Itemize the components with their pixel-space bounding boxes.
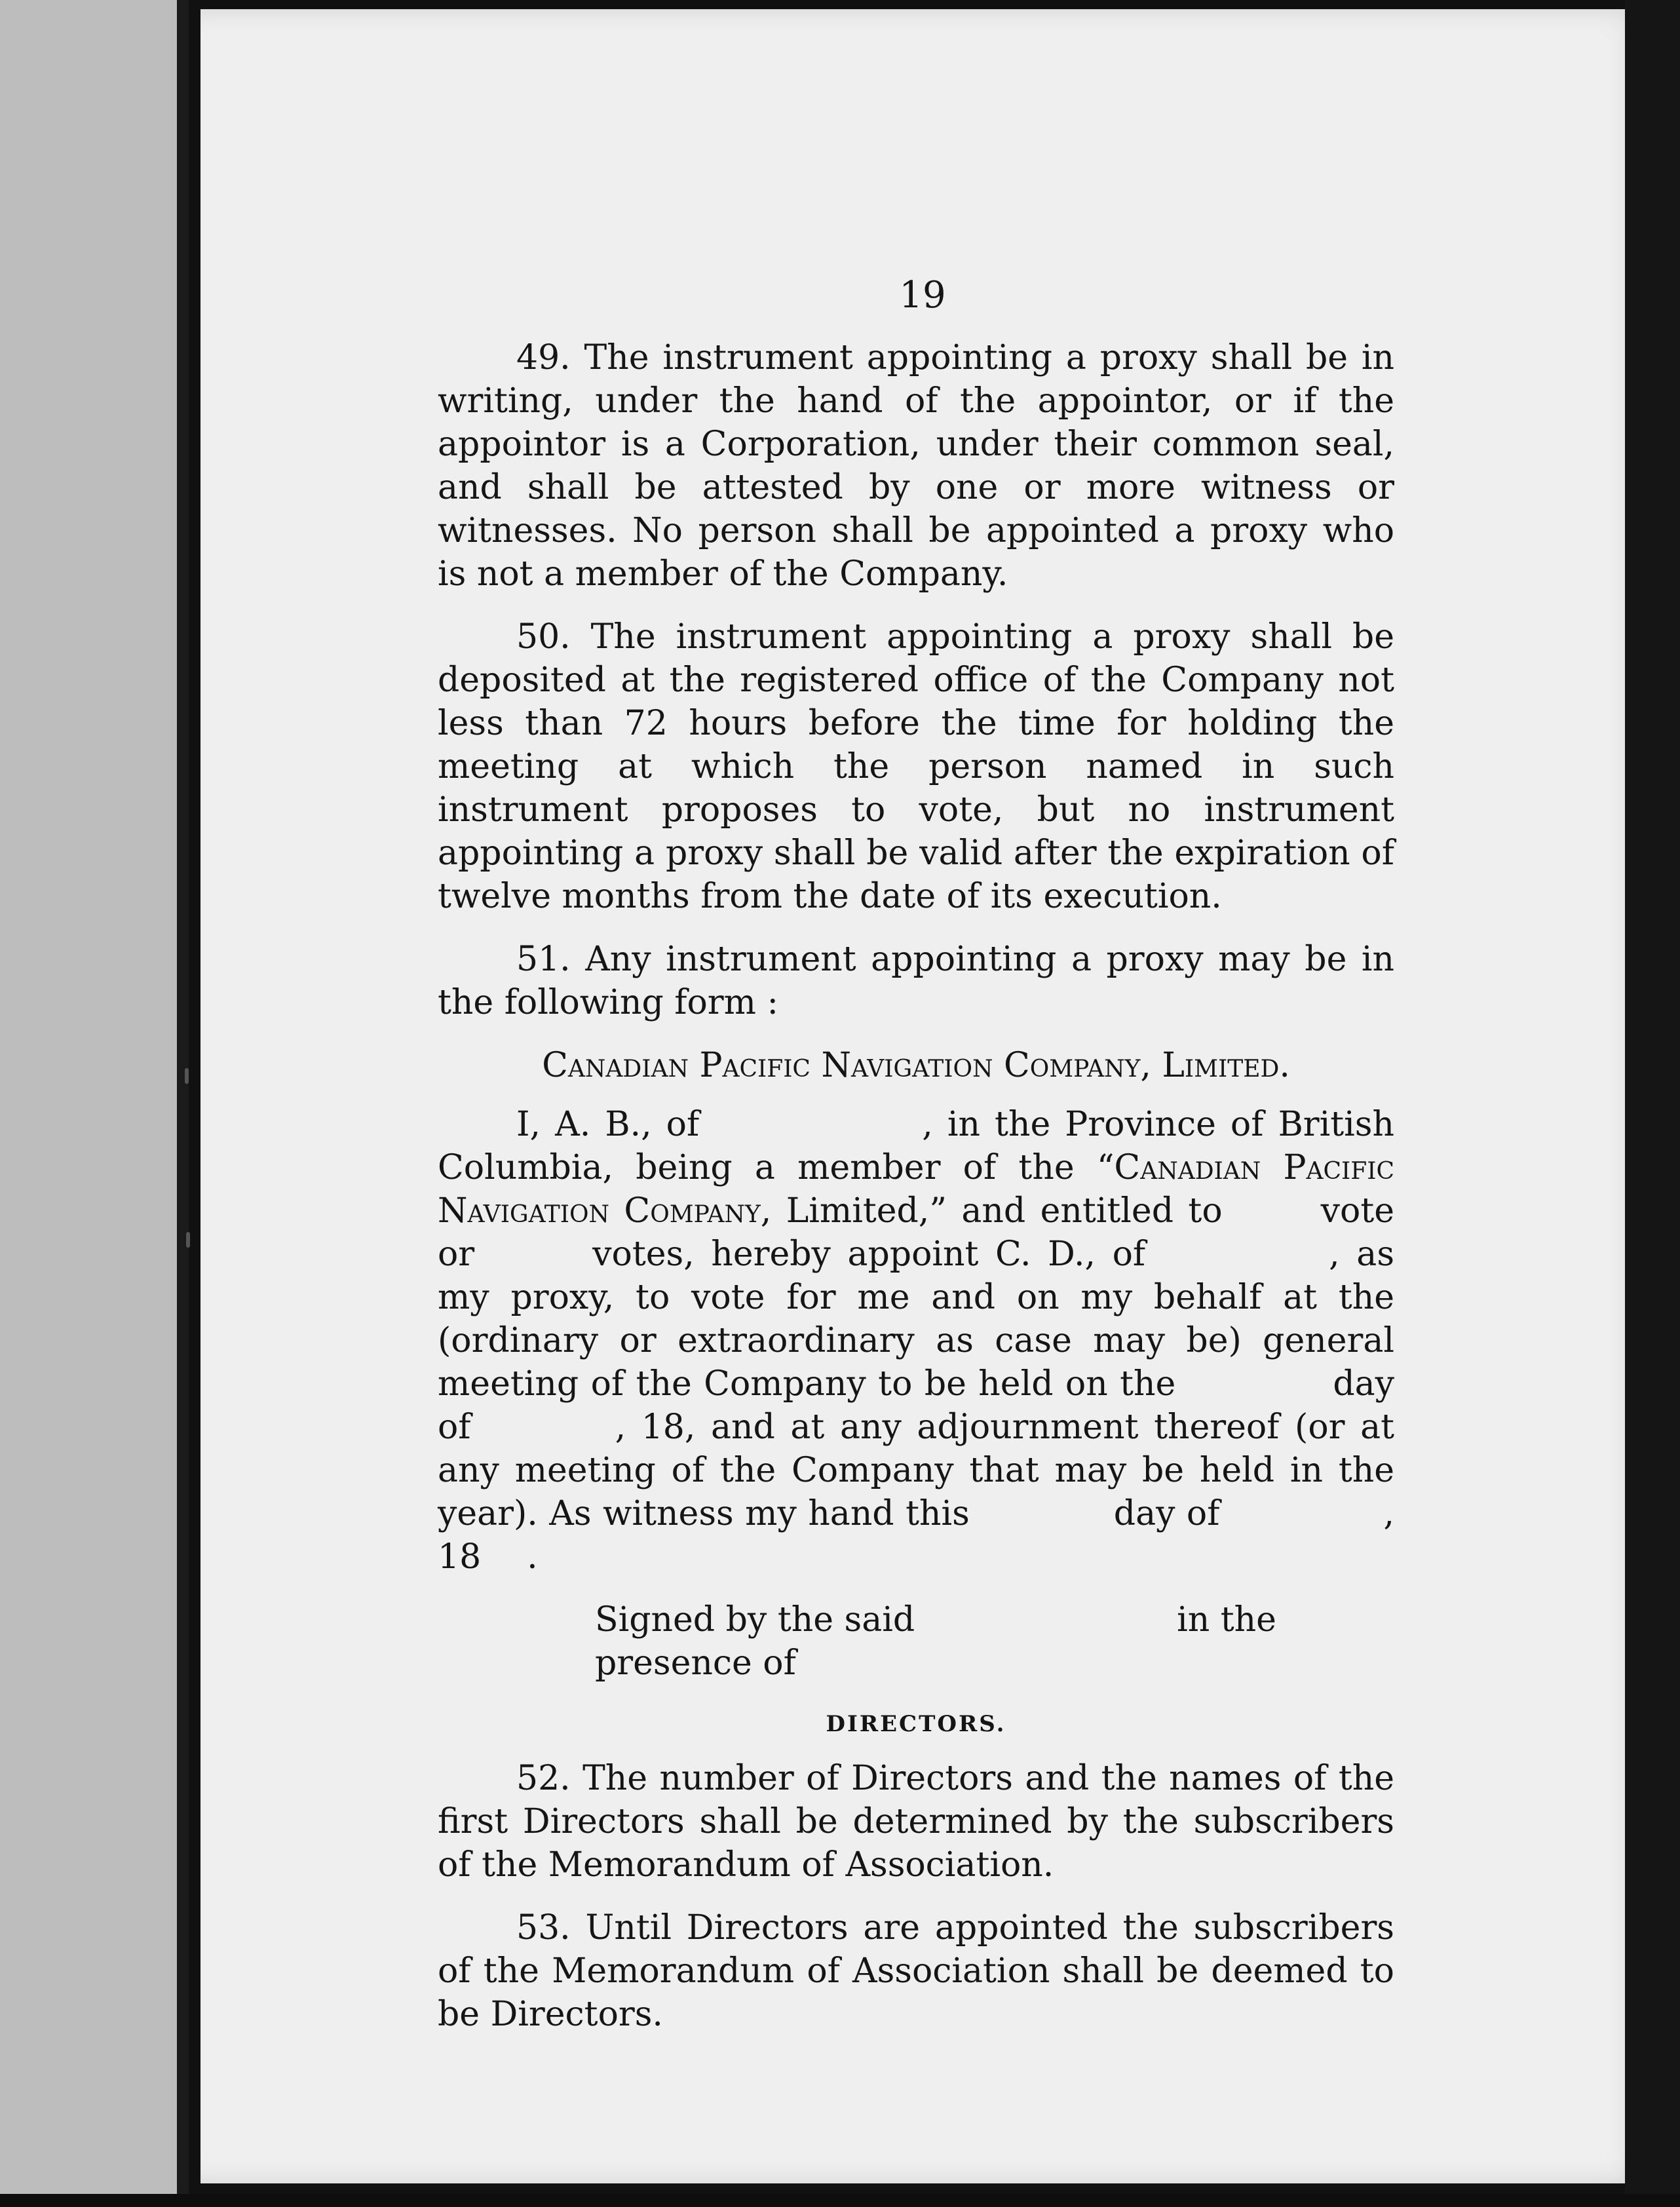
form-title: Canadian Pacific Navigation Company, Limited.: [542, 1046, 1290, 1085]
directors-heading: DIRECTORS.: [826, 1711, 1006, 1737]
form-text: , 18: [438, 1494, 1395, 1577]
page-content: [438, 274, 1394, 2056]
paragraph-51: 51. Any instrument appointing a proxy may be in the following form :: [438, 940, 1394, 1022]
form-text: votes, hereby appoint C. D., of: [592, 1235, 1146, 1274]
bottom-page-edge: [0, 2194, 1680, 2207]
signed-text: in the presence of: [595, 1600, 1276, 1683]
form-text: , and at any adjournment thereof (or at any meeting of the Company that may be held in the year). As witness my hand this: [438, 1408, 1395, 1533]
binding-mark: [186, 1232, 190, 1248]
right-page-edge: [1625, 0, 1680, 2207]
form-text: , Limited,” and entitled to: [760, 1191, 1223, 1231]
signature-line: [595, 1598, 1394, 1685]
paragraph-53: 53. Until Directors are appointed the subscribers of the Memorandum of Association shall be deemed to be Directors.: [438, 1908, 1394, 2034]
form-text: , in the Province of British Columbia, being a member of the “: [438, 1105, 1394, 1187]
paragraph-52: 52. The number of Directors and the names of the first Directors shall be determined by the subscribers of the Memorandum of Association.: [438, 1759, 1394, 1885]
left-page-margin: [0, 0, 177, 2207]
proxy-form-text: [438, 1103, 1394, 1579]
company-name: Canadian Pacific Navigation Company: [438, 1148, 1394, 1231]
left-page-edge: [177, 0, 189, 2207]
form-text: , 18: [615, 1408, 685, 1447]
binding-mark: [185, 1068, 189, 1084]
form-text: day of: [1113, 1494, 1220, 1533]
paragraph-50: 50. The instrument appointing a proxy shall be deposited at the registered office of the Company not less than 72 hours before the time for holding the meeting at which the person named in such instrument proposes to vote, but no instrument appointing a proxy shall be valid after the expiration of twelve months from the date of its execution.: [438, 617, 1394, 916]
form-text: , as my proxy, to vote for me and on my behalf at the (ordinary or extraordinary as case may be) general meeting of the Company to be held on the: [438, 1235, 1394, 1404]
signed-text: Signed by the said: [595, 1600, 915, 1640]
form-text: day of: [438, 1364, 1394, 1447]
page-number: 19: [899, 274, 946, 317]
form-text: vote or: [438, 1191, 1394, 1274]
form-text: I, A. B., of: [516, 1105, 700, 1144]
form-text: .: [527, 1537, 538, 1577]
paragraph-49: 49. The instrument appointing a proxy shall be in writing, under the hand of the appointor, or if the appointor is a Corporation, under their common seal, and shall be attested by one or more witness or witnesses. No person shall be appointed a proxy who is not a member of the Company.: [438, 338, 1394, 594]
